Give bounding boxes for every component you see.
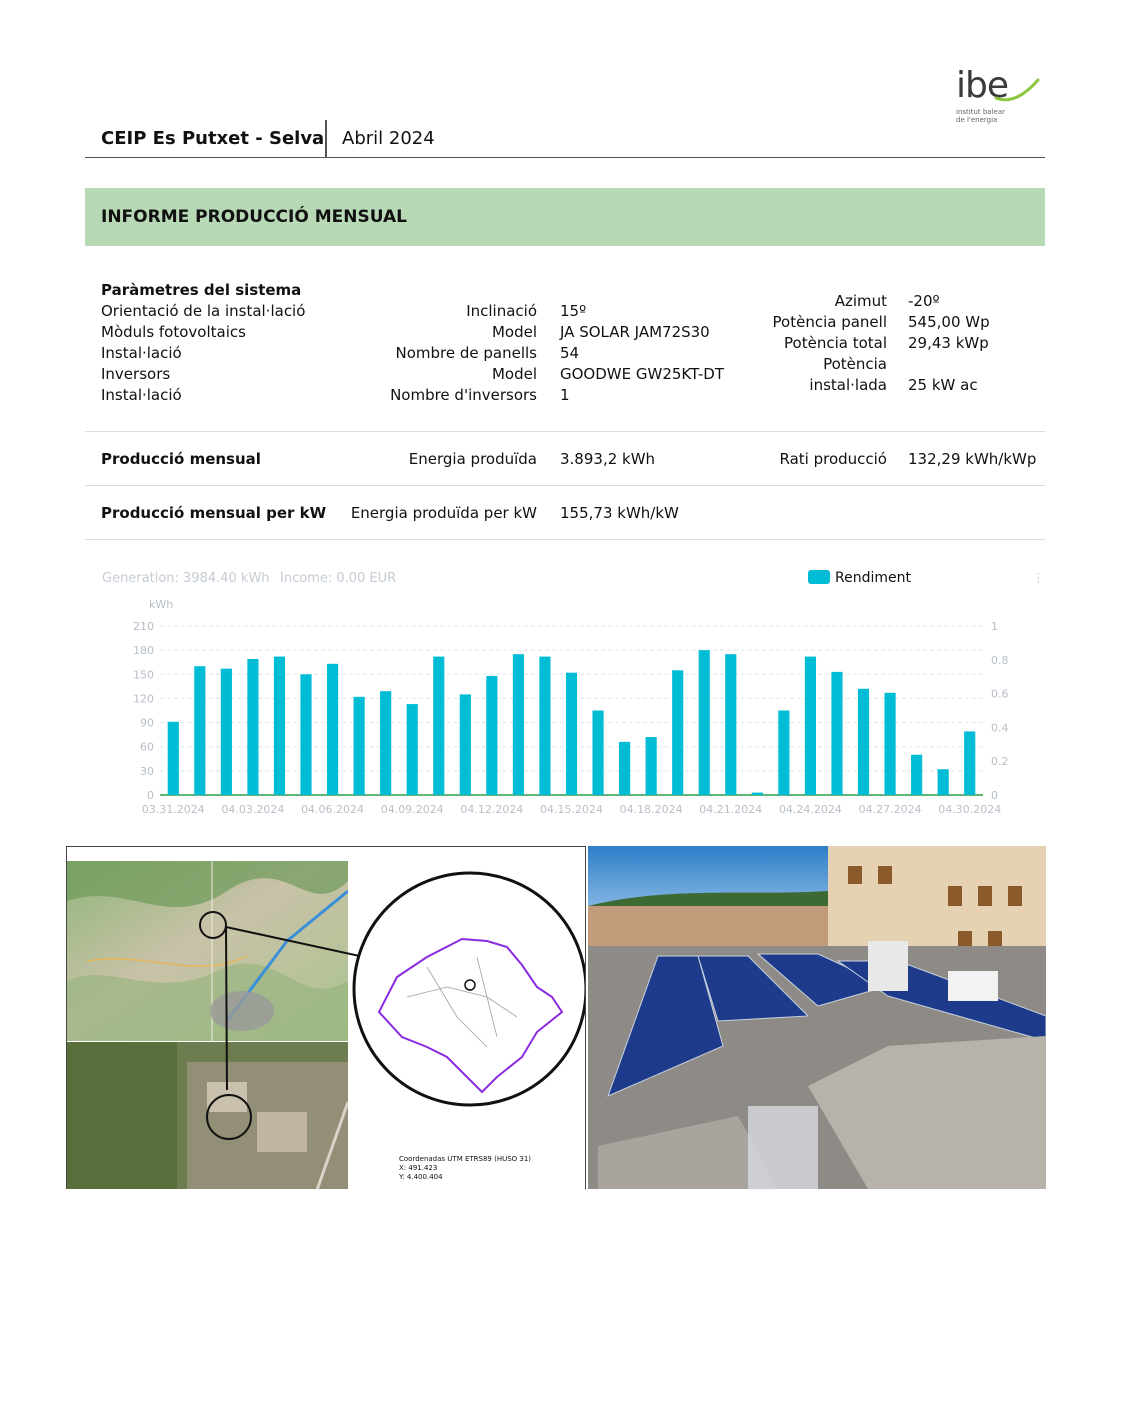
ratio-key: Rati producció — [779, 450, 887, 468]
production-chart — [85, 560, 1045, 822]
param-label: Instal·lació — [101, 386, 182, 404]
report-title: INFORME PRODUCCIÓ MENSUAL — [101, 207, 407, 227]
map-connector-lines — [67, 847, 586, 1189]
x-tick-label: 04.03.2024 — [221, 803, 285, 816]
y2-tick-label: 0.8 — [991, 653, 1009, 667]
param-label: Inversors — [101, 365, 171, 383]
x-tick-label: 04.06.2024 — [301, 803, 365, 816]
param-right-value: -20º — [908, 292, 940, 310]
bar[interactable] — [938, 769, 949, 795]
bar[interactable] — [592, 711, 603, 796]
report-header — [85, 120, 1045, 158]
chart-income-summary: Income: 0.00 EUR — [280, 571, 397, 586]
bar[interactable] — [168, 722, 179, 795]
legend-label[interactable]: Rendiment — [835, 570, 911, 586]
production-kw-label: Producció mensual per kW — [101, 504, 327, 522]
bar[interactable] — [672, 670, 683, 795]
param-key: Model — [491, 365, 537, 383]
bar[interactable] — [327, 664, 338, 795]
y-tick-label: 120 — [133, 692, 154, 706]
param-key: Model — [491, 323, 537, 341]
param-right-key: Potència panell — [772, 313, 887, 331]
param-label: Instal·lació — [101, 344, 182, 362]
chart-svg — [85, 560, 1045, 822]
param-value: 1 — [560, 386, 570, 404]
coords-line2: X: 491.423 — [399, 1164, 438, 1172]
school-name: CEIP Es Putxet - Selva — [101, 128, 325, 149]
x-tick-label: 04.27.2024 — [858, 803, 922, 816]
bar[interactable] — [831, 672, 842, 795]
param-right-key: Potència total — [784, 334, 887, 352]
param-right-key: instal·lada — [809, 376, 887, 394]
x-tick-label: 04.21.2024 — [699, 803, 763, 816]
legend-more-icon[interactable]: ⋮ — [1032, 571, 1045, 586]
bar[interactable] — [194, 666, 205, 795]
logo-sub-line2: de l'energia — [956, 116, 998, 124]
production-kw-key: Energia produïda per kW — [350, 504, 537, 522]
ratio-value: 132,29 kWh/kWp — [908, 450, 1037, 468]
bar[interactable] — [566, 673, 577, 795]
report-title-banner — [85, 188, 1045, 246]
param-key: Nombre de panells — [395, 344, 537, 362]
bar[interactable] — [221, 669, 232, 795]
production-value: 3.893,2 kWh — [560, 450, 656, 468]
params-heading: Paràmetres del sistema — [101, 281, 302, 299]
bar[interactable] — [300, 674, 311, 795]
y-tick-label: 150 — [133, 668, 154, 682]
y2-tick-label: 0.6 — [991, 687, 1009, 701]
chart-generation-summary: Generation: 3984.40 kWh — [102, 571, 270, 586]
x-tick-label: 03.31.2024 — [141, 803, 205, 816]
y-tick-label: 60 — [140, 740, 154, 754]
param-key: Nombre d'inversors — [390, 386, 537, 404]
bar[interactable] — [725, 654, 736, 795]
y-tick-label: 30 — [140, 764, 154, 778]
param-label: Mòduls fotovoltaics — [101, 323, 246, 341]
bar[interactable] — [964, 731, 975, 795]
bar[interactable] — [858, 689, 869, 795]
bar[interactable] — [646, 737, 657, 795]
param-value: JA SOLAR JAM72S30 — [560, 323, 710, 341]
y2-tick-label: 0 — [991, 789, 998, 802]
bar[interactable] — [433, 657, 444, 795]
rooftop-solar-photo — [588, 846, 1046, 1189]
system-parameters — [85, 280, 1045, 432]
location-maps — [66, 846, 586, 1189]
monthly-production-per-kw — [85, 486, 1045, 540]
bar[interactable] — [539, 657, 550, 795]
y-tick-label: 210 — [133, 620, 154, 633]
x-tick-label: 04.30.2024 — [938, 803, 1002, 816]
y2-tick-label: 1 — [991, 620, 998, 633]
bar[interactable] — [354, 697, 365, 795]
logo-sub-line1: institut balear — [956, 108, 1006, 116]
coords-line1: Coordenadas UTM ETRS89 (HUSO 31) — [399, 1155, 532, 1163]
param-right-key: Potència — [823, 355, 887, 373]
bar[interactable] — [699, 650, 710, 795]
bar[interactable] — [247, 659, 258, 795]
param-right-value: 25 kW ac — [908, 376, 978, 394]
bar[interactable] — [274, 657, 285, 795]
legend-swatch[interactable] — [808, 570, 830, 584]
bar[interactable] — [486, 676, 497, 795]
bar[interactable] — [805, 657, 816, 795]
report-month: Abril 2024 — [342, 128, 435, 149]
param-key: Inclinació — [466, 302, 537, 320]
param-label: Orientació de la instal·lació — [101, 302, 306, 320]
utm-coordinates — [399, 1155, 531, 1182]
bar[interactable] — [460, 694, 471, 795]
coords-line3: Y: 4.400.404 — [399, 1173, 443, 1181]
bar[interactable] — [513, 654, 524, 795]
bar[interactable] — [619, 742, 630, 795]
y2-tick-label: 0.4 — [991, 721, 1009, 735]
production-label: Producció mensual — [101, 450, 261, 468]
bar[interactable] — [778, 711, 789, 796]
param-value: GOODWE GW25KT-DT — [560, 365, 724, 383]
y2-tick-label: 0.2 — [991, 755, 1009, 769]
header-divider — [325, 120, 327, 158]
bar[interactable] — [380, 691, 391, 795]
y-tick-label: 0 — [147, 789, 154, 802]
monthly-production — [85, 432, 1045, 486]
y-tick-label: 180 — [133, 644, 154, 658]
production-key: Energia produïda — [408, 450, 537, 468]
y-tick-label: 90 — [140, 716, 154, 730]
bar[interactable] — [885, 693, 896, 795]
production-kw-value: 155,73 kWh/kW — [560, 504, 679, 522]
param-value: 15º — [560, 302, 587, 320]
logo-swoosh-icon — [956, 70, 1046, 110]
x-tick-label: 04.24.2024 — [778, 803, 842, 816]
x-tick-label: 04.09.2024 — [380, 803, 444, 816]
param-value: 54 — [560, 344, 580, 362]
bar[interactable] — [752, 793, 763, 795]
x-tick-label: 04.12.2024 — [460, 803, 524, 816]
logo-word: ibe — [956, 65, 1009, 106]
x-tick-label: 04.15.2024 — [540, 803, 603, 816]
bar[interactable] — [407, 704, 418, 795]
param-right-value: 545,00 Wp — [908, 313, 990, 331]
y-axis-unit: kWh — [149, 598, 174, 611]
bar[interactable] — [911, 755, 922, 795]
param-right-key: Azimut — [834, 292, 887, 310]
solar-panels-photo — [588, 846, 1046, 1189]
x-tick-label: 04.18.2024 — [619, 803, 683, 816]
param-right-value: 29,43 kWp — [908, 334, 989, 352]
